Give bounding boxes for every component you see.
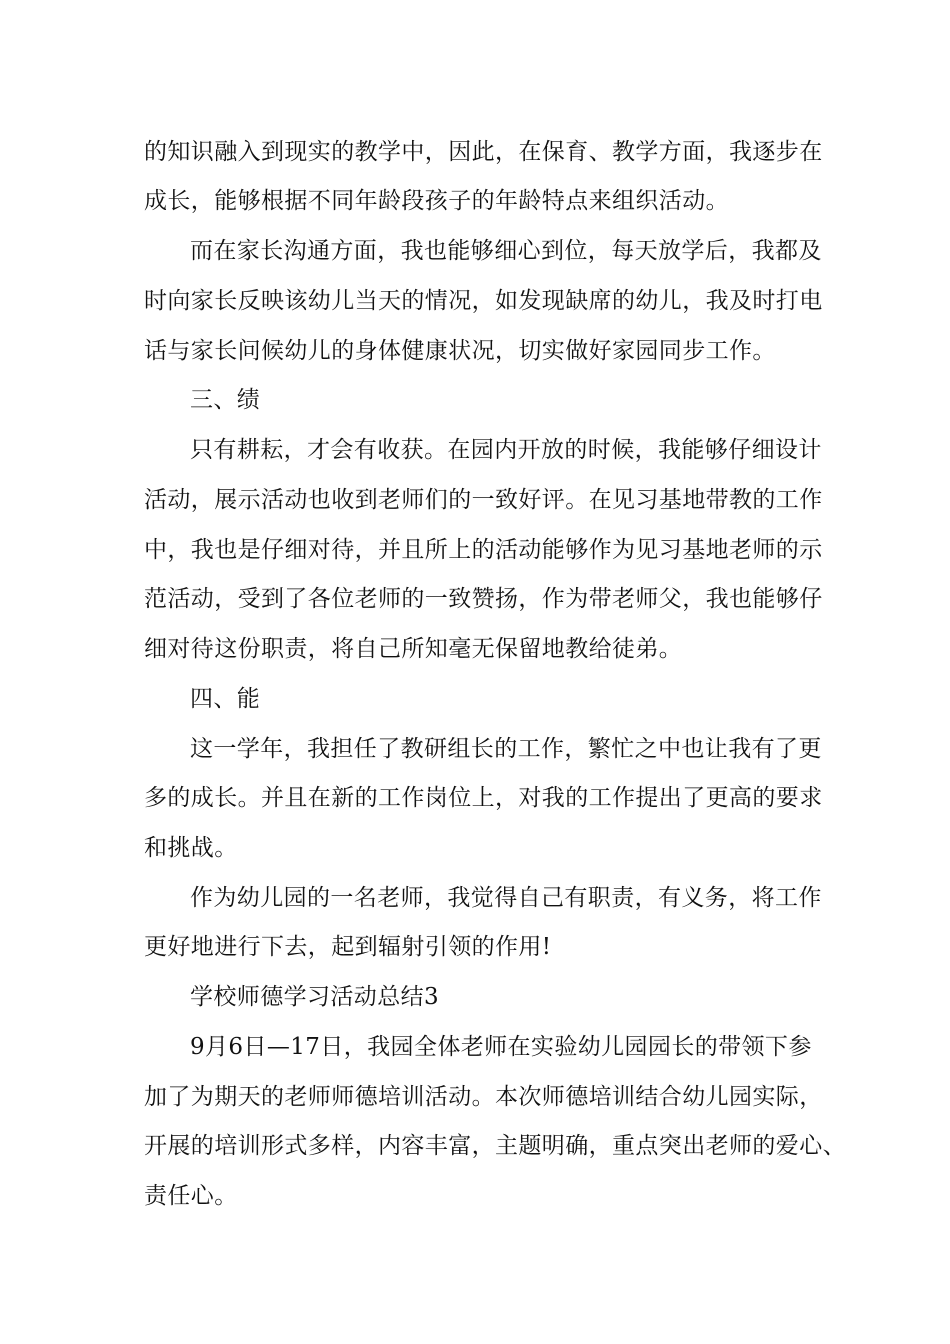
text-line-13: 这一学年，我担任了教研组长的工作，繁忙之中也让我有了更 [190,736,822,762]
text-line-1: 的知识融入到现实的教学中，因此，在保育、教学方面，我逐步在 [144,139,823,165]
text-line-11: 细对待这份职责，将自己所知毫无保留地教给徒弟。 [144,636,683,662]
text-line-15: 和挑战。 [144,835,238,861]
text-line-16: 作为幼儿园的一名老师，我觉得自己有职责，有义务，将工作 [190,885,822,911]
text-line-5: 话与家长问候幼儿的身体健康状况，切实做好家园同步工作。 [144,338,776,364]
text-line-7: 只有耕耘，才会有收获。在园内开放的时候，我能够仔细设计 [190,437,822,463]
summary-title: 学校师德学习活动总结3 [190,984,440,1010]
text-line-19: 9月6日—17日，我园全体老师在实验幼儿园园长的带领下参 [190,1034,812,1060]
text-line-14: 多的成长。并且在新的工作岗位上，对我的工作提出了更高的要求 [144,785,823,811]
text-line-22: 责任心。 [144,1183,238,1209]
text-line-17: 更好地进行下去，起到辐射引领的作用! [144,934,552,960]
text-line-9: 中，我也是仔细对待，并且所上的活动能够作为见习基地老师的示 [144,537,823,563]
text-line-10: 范活动，受到了各位老师的一致赞扬，作为带老师父，我也能够仔 [144,586,823,612]
section-heading-4: 四、能 [190,686,261,712]
text-line-2: 成长，能够根据不同年龄段孩子的年龄特点来组织活动。 [144,188,729,214]
text-line-8: 活动，展示活动也收到老师们的一致好评。在见习基地带教的工作 [144,487,823,513]
section-heading-3: 三、绩 [190,387,261,413]
text-line-3: 而在家长沟通方面，我也能够细心到位，每天放学后，我都及 [190,238,822,264]
text-line-20: 加了为期天的老师师德培训活动。本次师德培训结合幼儿园实际， [144,1084,823,1110]
text-line-4: 时向家长反映该幼儿当天的情况，如发现缺席的幼儿，我及时打电 [144,288,823,314]
text-line-21: 开展的培训形式多样，内容丰富，主题明确，重点突出老师的爱心、 [144,1133,846,1159]
